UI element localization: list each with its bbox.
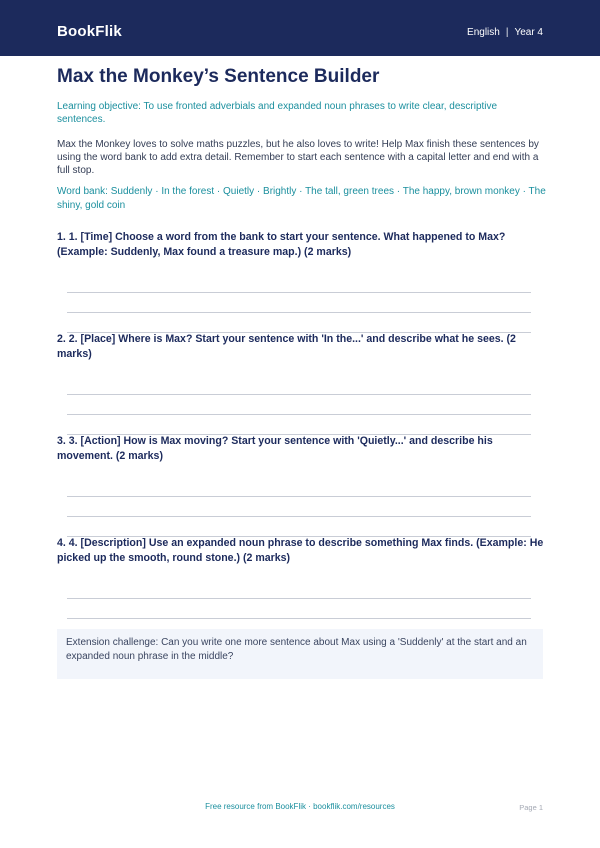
brand-logo-text[interactable]: BookFlik xyxy=(57,23,122,40)
page-number: Page 1 xyxy=(519,803,543,812)
subject-year-label xyxy=(467,27,543,38)
learning-objective: Learning objective: To use fronted adverbials and expanded noun phrases to write clear, descriptive sentences. xyxy=(57,101,498,125)
answer-line-1b[interactable] xyxy=(67,312,531,313)
answer-line-2b[interactable] xyxy=(67,414,531,415)
question-1: 1. 1. [Time] Choose a word from the bank to start your sentence. What happened to Max? (Example: Suddenly, Max found a treasure map.) (2 marks) xyxy=(57,231,506,258)
question-4: 4. 4. [Description] Use an expanded noun phrase to describe something Max finds. (Example: He picked up the smooth, round stone.) (2 marks) xyxy=(57,537,544,564)
header-separator: | xyxy=(505,27,509,38)
answer-line-4a[interactable] xyxy=(67,598,531,599)
word-bank: Word bank: Suddenly · In the forest · Quietly · Brightly · The tall, green trees · The happy, brown monkey · The shiny, gold coin xyxy=(57,186,546,211)
subject-label: English xyxy=(467,27,500,38)
footer-resource-link[interactable]: Free resource from BookFlik · bookflik.com/resources xyxy=(205,802,395,811)
intro-paragraph: Max the Monkey loves to solve maths puzzles, but he also loves to write! Help Max finish these sentences by using the word bank to add extra detail. Remember to start each sentence with a capital letter and end with a full stop. xyxy=(57,139,539,176)
answer-line-3b[interactable] xyxy=(67,516,531,517)
extension-challenge: Extension challenge: Can you write one more sentence about Max using a 'Suddenly' at the start and an expanded noun phrase in the middle? xyxy=(57,629,543,679)
answer-line-4b[interactable] xyxy=(67,618,531,619)
answer-line-2a[interactable] xyxy=(67,394,531,395)
answer-line-3a[interactable] xyxy=(67,496,531,497)
question-2: 2. 2. [Place] Where is Max? Start your sentence with 'In the...' and describe what he sees. (2 marks) xyxy=(57,333,516,360)
question-3: 3. 3. [Action] How is Max moving? Start your sentence with 'Quietly...' and describe his movement. (2 marks) xyxy=(57,435,493,462)
year-label: Year 4 xyxy=(514,27,543,38)
answer-line-1a[interactable] xyxy=(67,292,531,293)
site-header xyxy=(0,0,600,56)
worksheet-title: Max the Monkey’s Sentence Builder xyxy=(57,66,380,87)
